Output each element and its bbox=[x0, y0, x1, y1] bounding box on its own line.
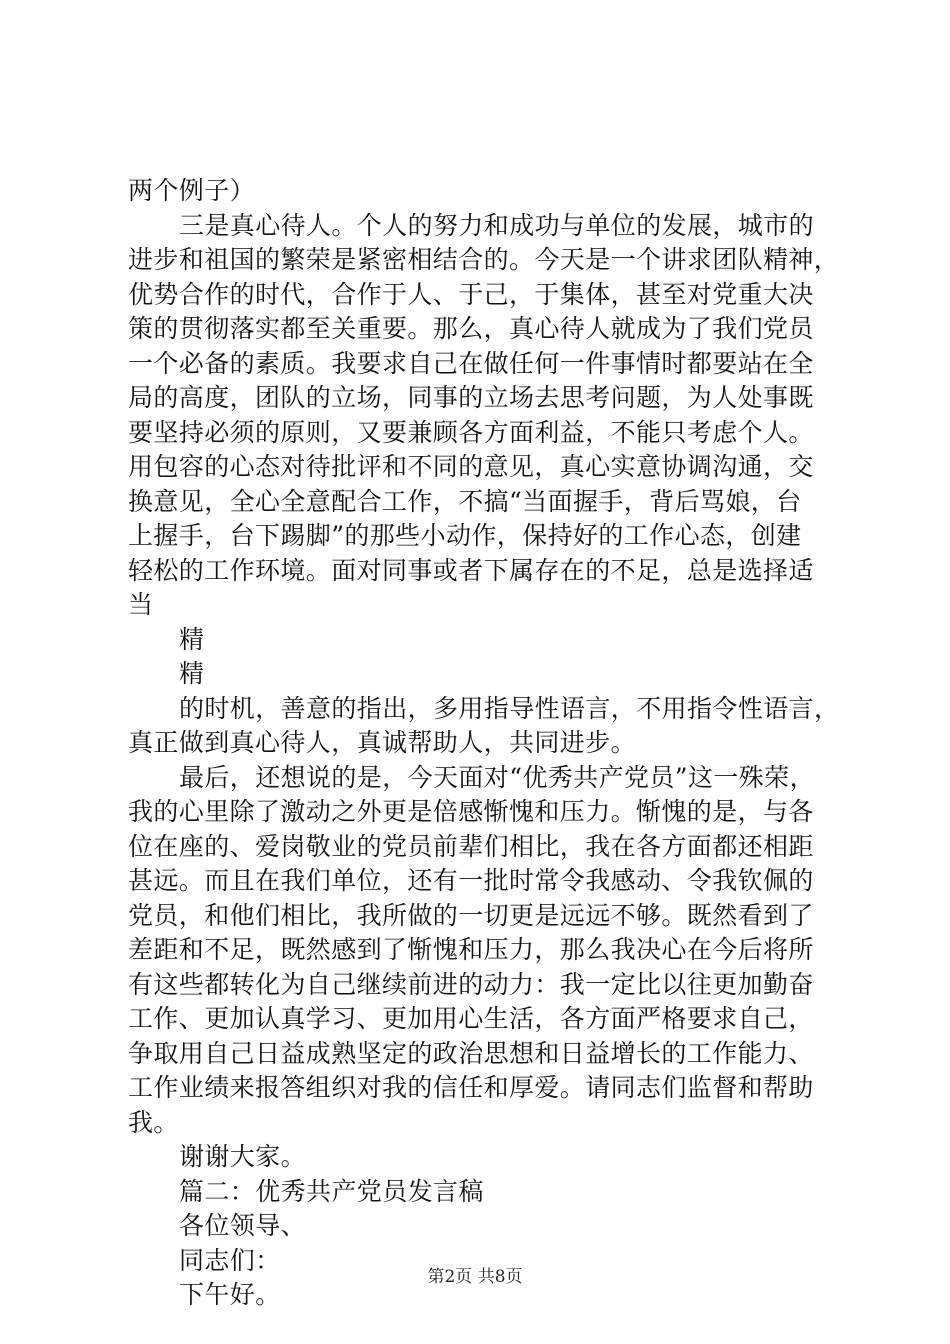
text-line: 党员，和他们相比，我所做的一切更是远远不够。既然看到了 bbox=[128, 900, 814, 930]
text-line: 最后，还想说的是，今天面对“优秀共产党员”这一殊荣， bbox=[179, 762, 815, 792]
page-footer bbox=[0, 1262, 950, 1287]
text-line: 精 bbox=[179, 624, 205, 654]
text-line: 真正做到真心待人，真诚帮助人，共同进步。 bbox=[128, 728, 637, 757]
text-line: 位在座的、爱岗敬业的党员前辈们相比，我在各方面都还相距 bbox=[128, 831, 814, 861]
text-line: 精 bbox=[179, 659, 205, 688]
text-line: 轻松的工作环境。面对同事或者下属存在的不足，总是选择适 bbox=[128, 555, 814, 585]
text-line: 两个例子） bbox=[128, 176, 256, 205]
text-line: 三是真心待人。个人的努力和成功与单位的发展，城市的 bbox=[179, 210, 815, 240]
text-line: 谢谢大家。 bbox=[179, 1142, 307, 1171]
text-line: 优势合作的时代，合作于人、于己，于集体，甚至对党重大决 bbox=[128, 279, 814, 309]
text-line: 当 bbox=[128, 590, 154, 619]
text-line: 争取用自己日益成熟坚定的政治思想和日益增长的工作能力、 bbox=[128, 1038, 814, 1068]
text-line: 的时机，善意的指出，多用指导性语言，不用指令性语言， bbox=[179, 693, 840, 723]
text-line: 下午好。 bbox=[179, 1280, 281, 1309]
text-line: 有这些都转化为自己继续前进的动力：我一定比以往更加勤奋 bbox=[128, 969, 814, 999]
text-line: 换意见，全心全意配合工作，不搞“当面握手，背后骂娘，台 bbox=[128, 486, 802, 516]
text-line: 用包容的心态对待批评和不同的意见，真心实意协调沟通，交 bbox=[128, 452, 814, 481]
page-number: 第2页 共8页 bbox=[427, 1267, 523, 1287]
text-line: 工作、更加认真学习、更加用心生活，各方面严格要求自己， bbox=[128, 1004, 814, 1033]
text-line: 篇二：优秀共产党员发言稿 bbox=[179, 1176, 484, 1206]
text-line: 策的贯彻落实都至关重要。那么，真心待人就成为了我们党员 bbox=[128, 314, 814, 343]
text-line: 局的高度，团队的立场，同事的立场去思考问题，为人处事既 bbox=[128, 383, 814, 412]
text-line: 进步和祖国的繁荣是紧密相结合的。今天是一个讲求团队精神， bbox=[128, 245, 840, 274]
document-body bbox=[128, 174, 840, 1313]
text-line: 甚远。而且在我们单位，还有一批时常令我感动、令我钦佩的 bbox=[128, 866, 814, 895]
text-line: 要坚持必须的原则，又要兼顾各方面利益，不能只考虑个人。 bbox=[128, 417, 814, 447]
text-line: 我的心里除了激动之外更是倍感惭愧和压力。惭愧的是，与各 bbox=[128, 797, 814, 826]
text-line: 同志们： bbox=[179, 1245, 281, 1275]
text-line: 我。 bbox=[128, 1107, 179, 1137]
text-line: 各位领导、 bbox=[179, 1211, 307, 1240]
text-line: 差距和不足，既然感到了惭愧和压力，那么我决心在今后将所 bbox=[128, 935, 814, 964]
text-line: 一个必备的素质。我要求自己在做任何一件事情时都要站在全 bbox=[128, 348, 814, 378]
text-line: 工作业绩来报答组织对我的信任和厚爱。请同志们监督和帮助 bbox=[128, 1073, 814, 1102]
text-line: 上握手，台下踢脚”的那些小动作，保持好的工作心态，创建 bbox=[128, 521, 802, 550]
